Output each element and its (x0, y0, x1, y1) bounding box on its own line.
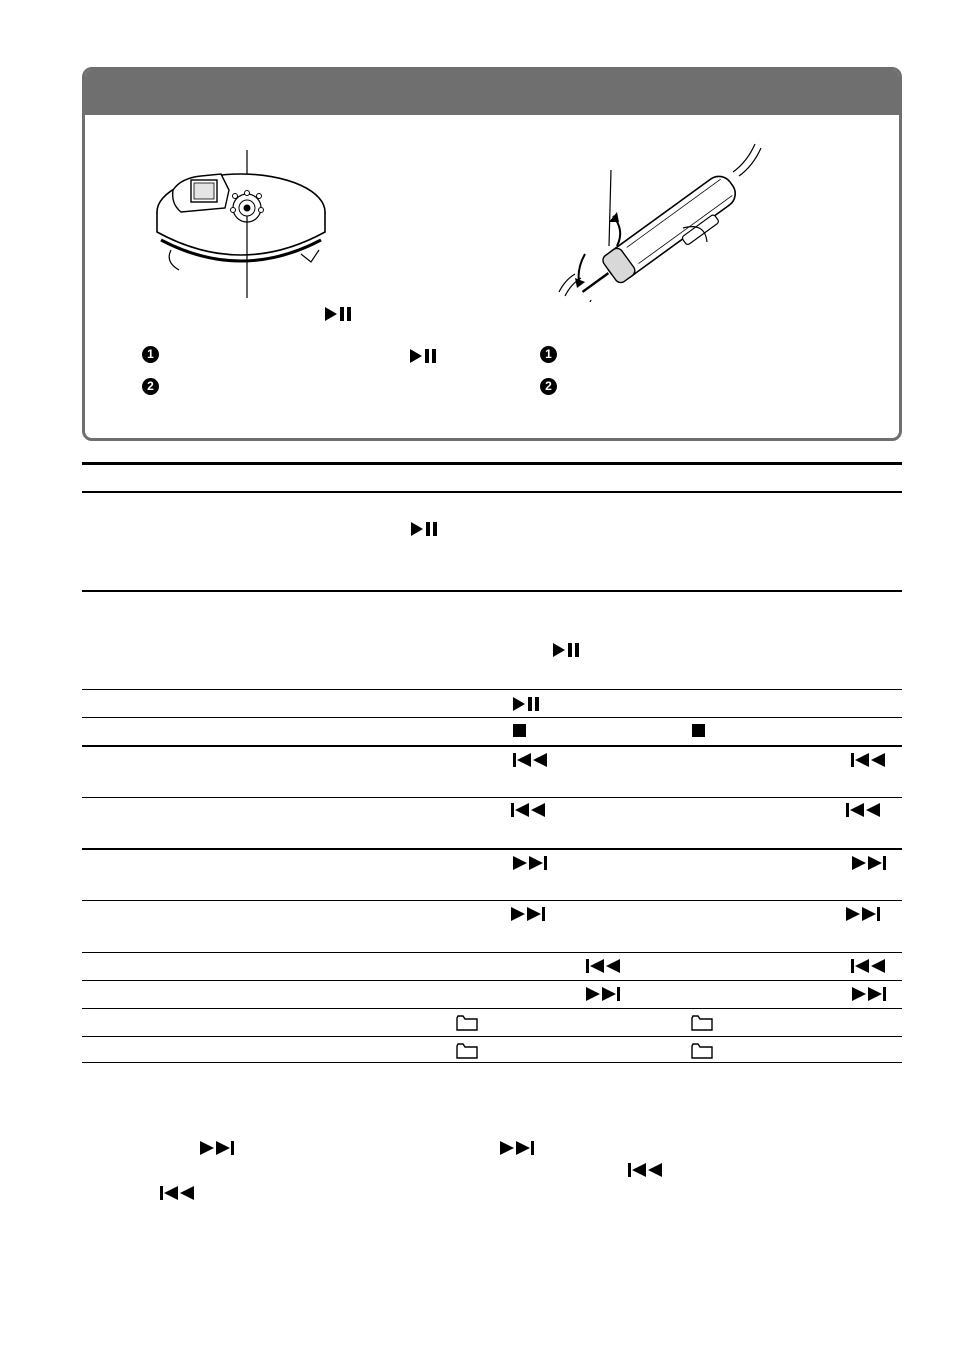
table-row-rule (82, 848, 902, 850)
table-header-rule (82, 491, 902, 493)
step-number-2-right: 2 (540, 378, 557, 395)
table-row-rule (82, 1036, 902, 1037)
next-track-icon (852, 987, 888, 1001)
table-row-rule (82, 952, 902, 953)
next-track-icon (852, 856, 888, 870)
step-number-1-right: 1 (540, 346, 557, 363)
folder-icon (691, 1015, 713, 1031)
table-row-rule (82, 1008, 902, 1009)
play-pause-icon (411, 522, 439, 536)
previous-track-icon (160, 1186, 196, 1200)
next-track-icon (500, 1141, 536, 1155)
table-row-rule (82, 717, 902, 718)
table-row-rule (82, 590, 902, 592)
previous-track-icon (851, 753, 887, 767)
panel-header-bar (85, 70, 899, 115)
folder-icon (456, 1043, 478, 1059)
next-track-icon (846, 907, 882, 921)
stop-icon (692, 724, 706, 738)
previous-track-icon (586, 959, 622, 973)
play-pause-icon (410, 349, 438, 363)
previous-track-icon (511, 803, 547, 817)
next-track-icon (511, 907, 547, 921)
previous-track-icon (846, 803, 882, 817)
remote-control-illustration (555, 142, 775, 302)
table-row-rule (82, 900, 902, 901)
table-top-rule (82, 462, 902, 465)
table-row-rule (82, 797, 902, 798)
table-row-rule (82, 689, 902, 690)
step-number-2-left: 2 (142, 378, 159, 395)
folder-icon (691, 1043, 713, 1059)
folder-icon (456, 1015, 478, 1031)
stop-icon (513, 724, 527, 738)
illustration-panel (82, 67, 902, 441)
next-track-icon (586, 987, 622, 1001)
previous-track-icon (851, 959, 887, 973)
table-row-rule (82, 980, 902, 981)
previous-track-icon (628, 1163, 664, 1177)
play-pause-icon (325, 307, 353, 321)
play-pause-icon (553, 643, 581, 657)
step-number-1-left: 1 (142, 346, 159, 363)
next-track-icon (513, 856, 549, 870)
previous-track-icon (513, 753, 549, 767)
table-bottom-rule (82, 1062, 902, 1063)
table-row-rule (82, 745, 902, 747)
cd-player-illustration (151, 150, 351, 300)
play-pause-icon (513, 697, 541, 711)
next-track-icon (200, 1141, 236, 1155)
